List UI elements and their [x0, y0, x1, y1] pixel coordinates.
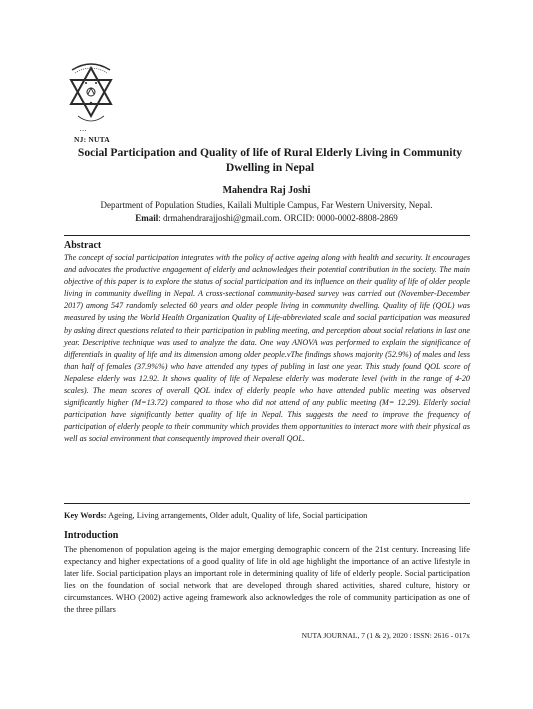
abstract-heading: Abstract — [64, 240, 102, 251]
introduction-heading: Introduction — [64, 530, 119, 541]
author-contact — [0, 213, 533, 223]
introduction-text: The phenomenon of population ageing is the major emerging demographic concern of the 21st century. Increasing life expectancy and higher expectations of a good quality of life in old age highlight the importance of an active lifestyle in later life. Social participation plays an important role in determining quality of life of elderly people. Social participation lies on the foundation of social network that are developed through shared activities, shared culture, history or circumstances. WHO (2002) active ageing framework also acknowledges the role of community participation as one of the three pillars — [64, 545, 470, 615]
author-affiliation: Department of Population Studies, Kailali Multiple Campus, Far Western University, Nepal. — [100, 200, 433, 210]
keywords-label: Key Words: — [64, 511, 107, 520]
email-value: : drmahendrarajjoshi@gmail.com. ORCID: 0000-0002-8808-2869 — [158, 213, 398, 223]
divider-top — [64, 235, 470, 236]
divider-bottom — [64, 503, 470, 504]
author-name: Mahendra Raj Joshi — [222, 185, 311, 196]
abstract-text: The concept of social participation integrates with the policy of active ageing along with health and security. It encourages and advocates the productive engagement of elderly and acknowledges their potential contribution in the society. The main objective of this paper is to explore the status of social participation and its influence on their quality of life of older people living in community dwelling in Nepal. A cross-sectional community-based survey was carried out (November-December 2017) among 547 randomly selected 60 years and older people living in community dwelling. Quality of life (QOL) was measured by using the World Health Organization Quality of Life-abbreviated scale and social participation was measured by asking direct questions related to their participation in publing meeting, and perception about social relations in last one year. Descriptive technique was used to analyze the data. One way ANOVA was performed to explain the significance of differentials in quality of life and its dimension among older people.vThe findings shows majority (52.9%) of males and less than half of females (37.9%%) who have attended any types of publing in last one year. This study found QOL score of Nepalese elderly was 12.92. It shows quality of life of Nepalese elderly was moderate level (with in the range of 4-20 scales). The mean scores of overall QOL index of elderly people who have attended public meeting was observed significantly higher (M=13.72) compared to those who did not attend of any public meeting (M= 12.29). Elderly social participation have significantly better quality of life in Nepal. This suggests the need to improve the frequency of participation of elderly people to their community which provides them opportunities to interact more with their physical as well as social environment that consequently improved their overall QOL. — [64, 253, 470, 444]
email-label: Email — [135, 213, 159, 223]
journal-footer: NUTA JOURNAL, 7 (1 & 2), 2020 : ISSN: 2616 - 017x — [301, 631, 470, 640]
journal-tag: NJ: NUTA — [74, 135, 110, 144]
nuta-star-emblem-logo — [64, 56, 118, 136]
keywords-text: Ageing, Living arrangements, Older adult, Quality of life, Social participation — [106, 511, 368, 520]
keywords — [64, 511, 470, 520]
paper-title: Social Participation and Quality of life of Rural Elderly Living in Community Dwelling in Nepal — [77, 146, 463, 174]
logo-caption: • • • — [80, 128, 87, 133]
